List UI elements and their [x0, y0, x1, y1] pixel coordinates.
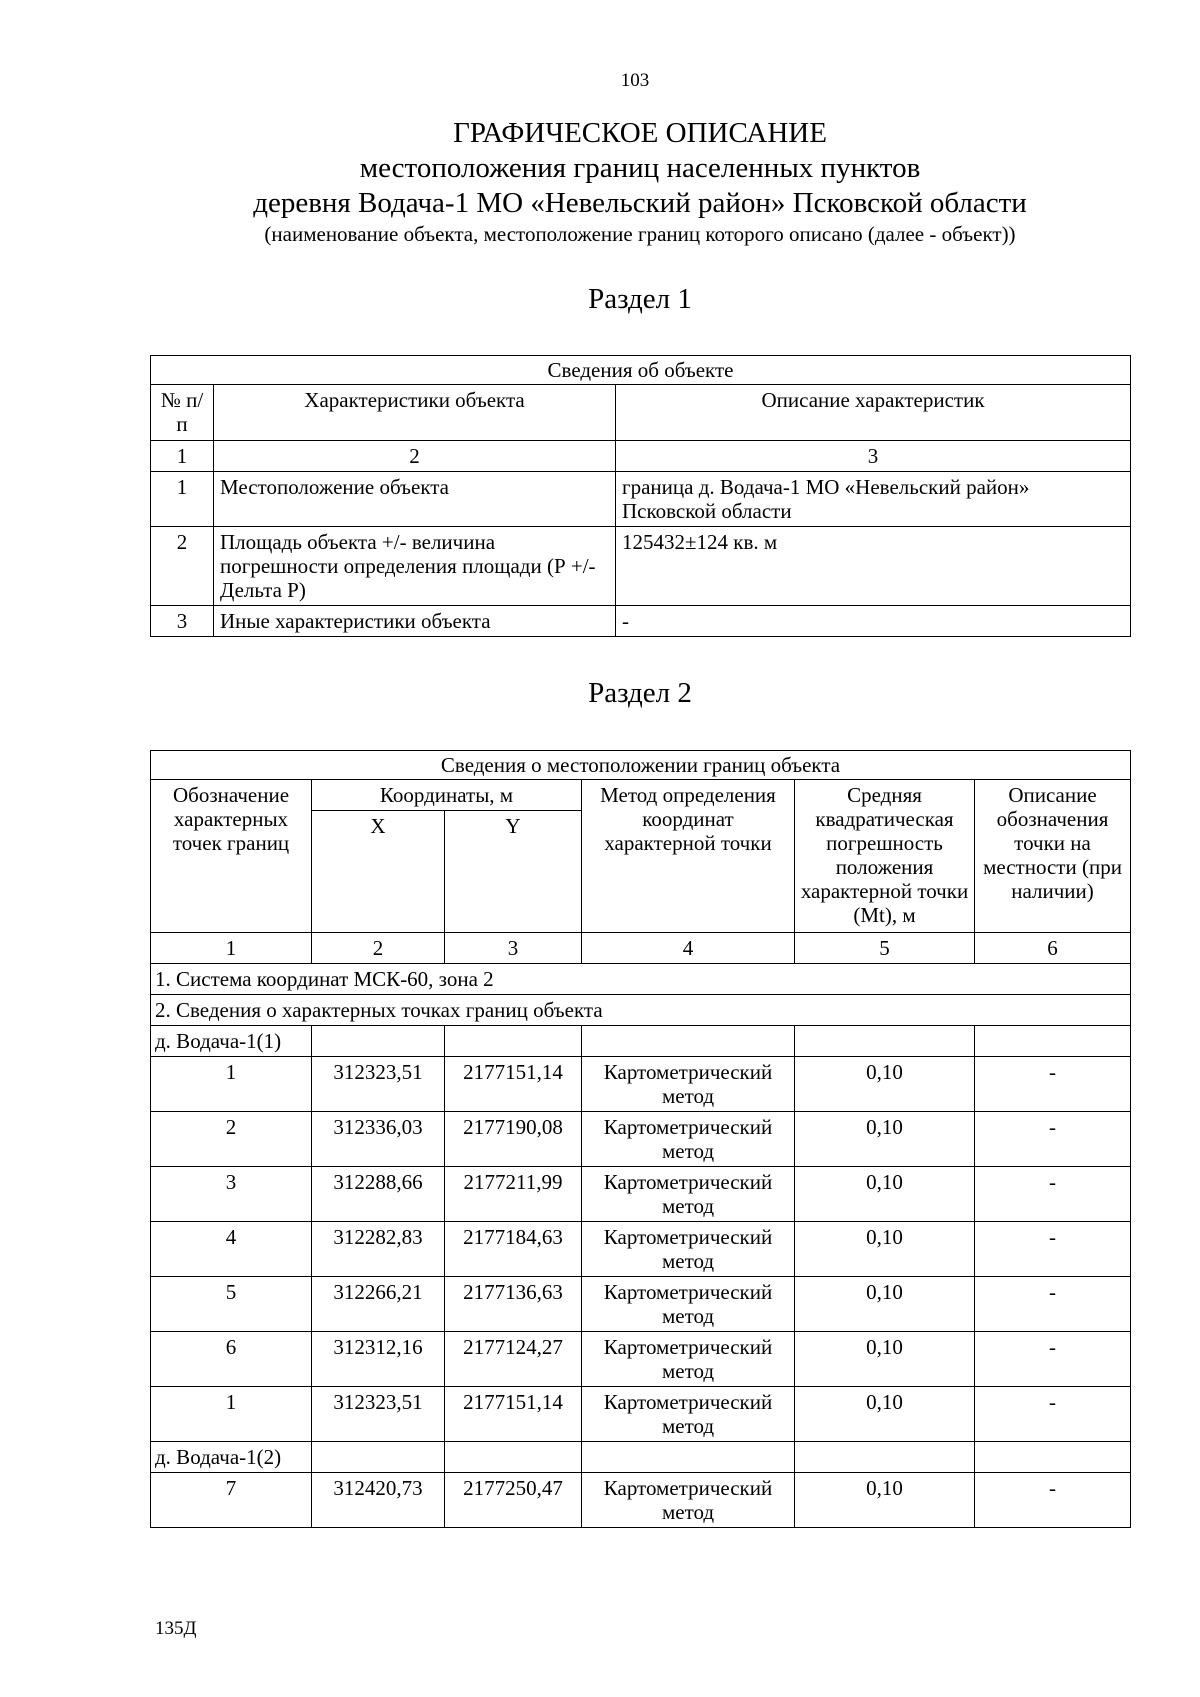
empty-cell	[312, 1026, 445, 1057]
footer-code: 135Д	[155, 1618, 197, 1639]
table-title-row	[151, 751, 1131, 780]
row-num: 1	[151, 472, 214, 527]
row-method: Картометрический метод	[582, 1222, 795, 1277]
row-method: Картометрический метод	[582, 1277, 795, 1332]
row-method: Картометрический метод	[582, 1112, 795, 1167]
header-num: № п/п	[151, 385, 214, 441]
row-num: 2	[151, 527, 214, 606]
row-desc: -	[975, 1222, 1131, 1277]
table-row	[151, 1387, 1131, 1442]
row-description: 125432±124 кв. м	[616, 527, 1131, 606]
row-x: 312282,83	[312, 1222, 445, 1277]
row-point: 1	[151, 1387, 312, 1442]
row-desc: -	[975, 1387, 1131, 1442]
document-title-line-3: деревня Водача-1 МО «Невельский район» Псковской области	[253, 187, 1027, 219]
row-x: 312323,51	[312, 1057, 445, 1112]
row-error: 0,10	[795, 1387, 975, 1442]
document-title-block	[150, 115, 1130, 247]
row-desc: -	[975, 1167, 1131, 1222]
col-number: 4	[582, 933, 795, 964]
col-number: 2	[214, 441, 616, 472]
header-description: Описание характеристик	[616, 385, 1131, 441]
table-row	[151, 1332, 1131, 1387]
header-error: Средняя квадратическая погрешность положения характерной точки (Mt), м	[795, 780, 975, 933]
column-number-row	[151, 441, 1131, 472]
boundary-points-body	[151, 1026, 1131, 1528]
row-method: Картометрический метод	[582, 1167, 795, 1222]
boundary-points-table	[150, 750, 1131, 1528]
table-title-row	[151, 356, 1131, 385]
header-x: X	[312, 811, 445, 933]
row-y: 2177250,47	[445, 1473, 582, 1528]
system-row	[151, 964, 1131, 995]
table-row	[151, 472, 1131, 527]
row-x: 312312,16	[312, 1332, 445, 1387]
object-info-table	[150, 355, 1131, 637]
header-desc: Описание обозначения точки на местности (при наличии)	[975, 780, 1131, 933]
row-characteristic: Иные характеристики объекта	[214, 606, 616, 637]
row-error: 0,10	[795, 1473, 975, 1528]
row-y: 2177211,99	[445, 1167, 582, 1222]
row-characteristic: Площадь объекта +/- величина погрешности определения площади (Р +/- Дельта Р)	[214, 527, 616, 606]
table-row	[151, 1057, 1131, 1112]
row-y: 2177124,27	[445, 1332, 582, 1387]
row-point: 7	[151, 1473, 312, 1528]
header-y: Y	[445, 811, 582, 933]
row-point: 6	[151, 1332, 312, 1387]
page-number: 103	[620, 70, 650, 91]
table-row	[151, 1277, 1131, 1332]
col-number: 5	[795, 933, 975, 964]
row-description: -	[616, 606, 1131, 637]
document-title-line-2: местоположения границ населенных пунктов	[359, 152, 921, 184]
table-row	[151, 1112, 1131, 1167]
row-y: 2177151,14	[445, 1057, 582, 1112]
col-number: 3	[616, 441, 1131, 472]
header-coords: Координаты, м	[312, 780, 582, 811]
row-error: 0,10	[795, 1167, 975, 1222]
row-x: 312288,66	[312, 1167, 445, 1222]
row-y: 2177151,14	[445, 1387, 582, 1442]
group-name: д. Водача-1(1)	[151, 1026, 312, 1057]
row-description: граница д. Водача-1 МО «Невельский район» Псковской области	[616, 472, 1131, 527]
table-row	[151, 606, 1131, 637]
row-characteristic: Местоположение объекта	[214, 472, 616, 527]
col-number: 3	[445, 933, 582, 964]
row-method: Картометрический метод	[582, 1057, 795, 1112]
group-row	[151, 1026, 1131, 1057]
empty-cell	[975, 1442, 1131, 1473]
row-desc: -	[975, 1057, 1131, 1112]
table-row	[151, 1222, 1131, 1277]
row-x: 312323,51	[312, 1387, 445, 1442]
row-x: 312420,73	[312, 1473, 445, 1528]
row-error: 0,10	[795, 1277, 975, 1332]
col-number: 1	[151, 933, 312, 964]
object-info-title: Сведения об объекте	[151, 356, 1131, 385]
empty-cell	[795, 1026, 975, 1057]
table-row	[151, 527, 1131, 606]
row-error: 0,10	[795, 1057, 975, 1112]
row-desc: -	[975, 1112, 1131, 1167]
section-1-heading: Раздел 1	[588, 283, 692, 315]
row-y: 2177190,08	[445, 1112, 582, 1167]
row-point: 3	[151, 1167, 312, 1222]
row-y: 2177136,63	[445, 1277, 582, 1332]
row-point: 4	[151, 1222, 312, 1277]
row-y: 2177184,63	[445, 1222, 582, 1277]
group-row	[151, 1442, 1131, 1473]
empty-cell	[975, 1026, 1131, 1057]
document-title: ГРАФИЧЕСКОЕ ОПИСАНИЕ	[453, 117, 827, 149]
empty-cell	[445, 1442, 582, 1473]
col-number: 6	[975, 933, 1131, 964]
col-number: 1	[151, 441, 214, 472]
row-method: Картометрический метод	[582, 1387, 795, 1442]
table-row	[151, 1167, 1131, 1222]
row-x: 312336,03	[312, 1112, 445, 1167]
column-number-row	[151, 933, 1131, 964]
section-2-heading: Раздел 2	[588, 677, 692, 709]
empty-cell	[795, 1442, 975, 1473]
row-num: 3	[151, 606, 214, 637]
table-header-row	[151, 385, 1131, 441]
empty-cell	[445, 1026, 582, 1057]
points-title: 2. Сведения о характерных точках границ объекта	[151, 995, 1131, 1026]
document-subtitle: (наименование объекта, местоположение границ которого описано (далее - объект))	[264, 222, 1016, 246]
row-method: Картометрический метод	[582, 1332, 795, 1387]
row-point: 5	[151, 1277, 312, 1332]
row-desc: -	[975, 1473, 1131, 1528]
boundary-table-title: Сведения о местоположении границ объекта	[151, 751, 1131, 780]
empty-cell	[312, 1442, 445, 1473]
table-row	[151, 1473, 1131, 1528]
coordinate-system: 1. Система координат МСК-60, зона 2	[151, 964, 1131, 995]
empty-cell	[582, 1026, 795, 1057]
row-error: 0,10	[795, 1222, 975, 1277]
header-points: Обозначение характерных точек границ	[151, 780, 312, 933]
row-desc: -	[975, 1277, 1131, 1332]
group-name: д. Водача-1(2)	[151, 1442, 312, 1473]
row-point: 2	[151, 1112, 312, 1167]
empty-cell	[582, 1442, 795, 1473]
header-characteristic: Характеристики объекта	[214, 385, 616, 441]
header-method: Метод определения координат характерной точки	[582, 780, 795, 933]
row-x: 312266,21	[312, 1277, 445, 1332]
col-number: 2	[312, 933, 445, 964]
row-method: Картометрический метод	[582, 1473, 795, 1528]
row-desc: -	[975, 1332, 1131, 1387]
row-error: 0,10	[795, 1332, 975, 1387]
row-point: 1	[151, 1057, 312, 1112]
table-header-row	[151, 780, 1131, 811]
row-error: 0,10	[795, 1112, 975, 1167]
points-title-row	[151, 995, 1131, 1026]
